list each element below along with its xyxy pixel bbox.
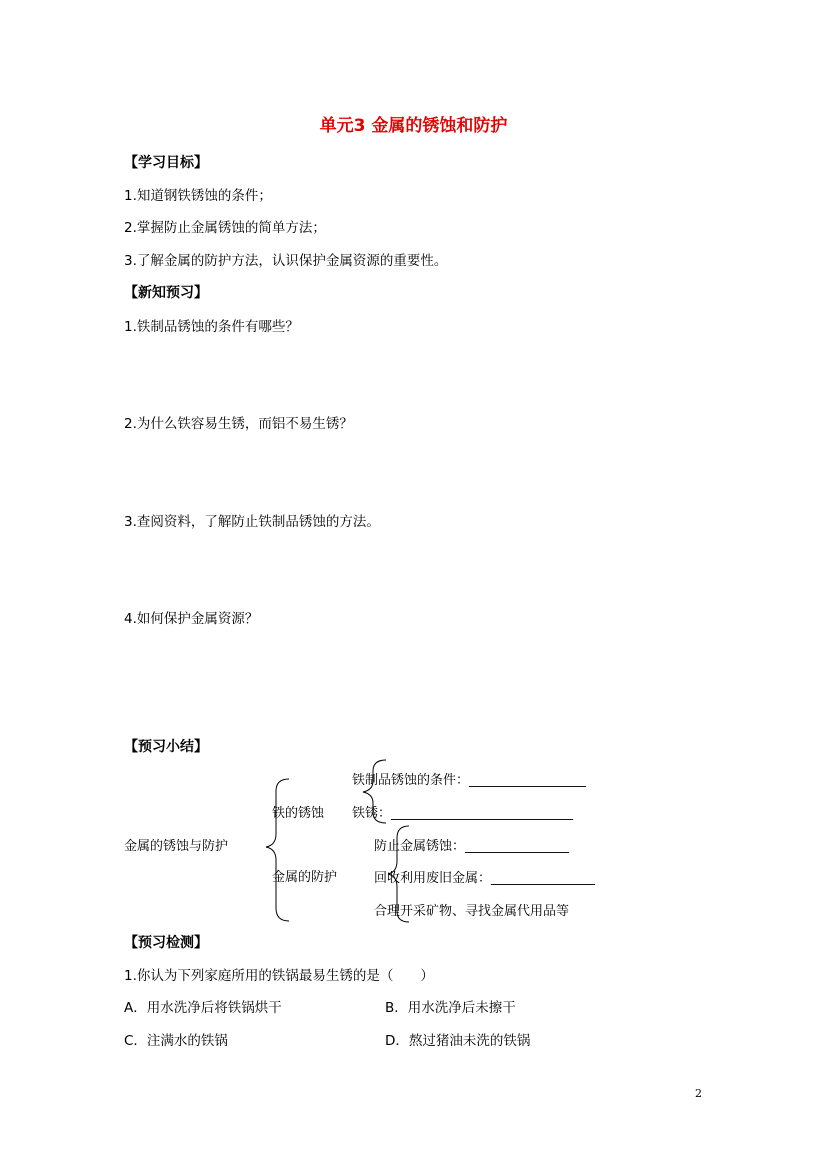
preview-question-2: 2.为什么铁容易生锈，而铝不易生锈？ [124, 416, 353, 432]
check-heading: 【预习检测】 [124, 935, 208, 951]
summary-heading: 【预习小结】 [124, 739, 208, 755]
rust-condition-blank: 铁制品锈蚀的条件：__________________ [352, 773, 587, 788]
summary-branch-rust: 铁的锈蚀 [272, 806, 325, 821]
option-b: B．用水洗净后未擦干 [385, 1000, 516, 1016]
preview-question-1: 1.铁制品锈蚀的条件有哪些？ [124, 319, 299, 335]
option-c: C．注满水的铁锅 [124, 1033, 228, 1049]
iron-rust-blank: 铁锈：____________________________ [352, 806, 574, 821]
mining-substitutes-item: 合理开采矿物、寻找金属代用品等 [374, 904, 570, 919]
option-a: A．用水洗净后将铁锅烘干 [124, 1000, 282, 1016]
objective-item-1: 1.知道钢铁锈蚀的条件； [124, 188, 272, 204]
check-question-1: 1.你认为下列家庭所用的铁锅最易生锈的是（ ） [124, 968, 434, 984]
preview-question-4: 4.如何保护金属资源？ [124, 611, 259, 627]
page-title: 单元3 金属的锈蚀和防护 [319, 116, 508, 136]
objective-item-3: 3.了解金属的防护方法，认识保护金属资源的重要性。 [124, 253, 448, 269]
summary-branch-protection: 金属的防护 [272, 870, 338, 885]
recycle-metal-blank: 回收利用废旧金属：________________ [374, 871, 596, 886]
objective-item-2: 2.掌握防止金属锈蚀的简单方法； [124, 220, 326, 236]
page-number: 2 [695, 1087, 702, 1100]
preview-question-3: 3.查阅资料，了解防止铁制品锈蚀的方法。 [124, 514, 380, 530]
preview-heading: 【新知预习】 [124, 285, 208, 301]
summary-root: 金属的锈蚀与防护 [124, 839, 229, 854]
prevent-corrosion-blank: 防止金属锈蚀：________________ [374, 839, 570, 854]
objectives-heading: 【学习目标】 [124, 155, 208, 171]
option-d: D．熬过猪油未洗的铁锅 [385, 1033, 531, 1049]
